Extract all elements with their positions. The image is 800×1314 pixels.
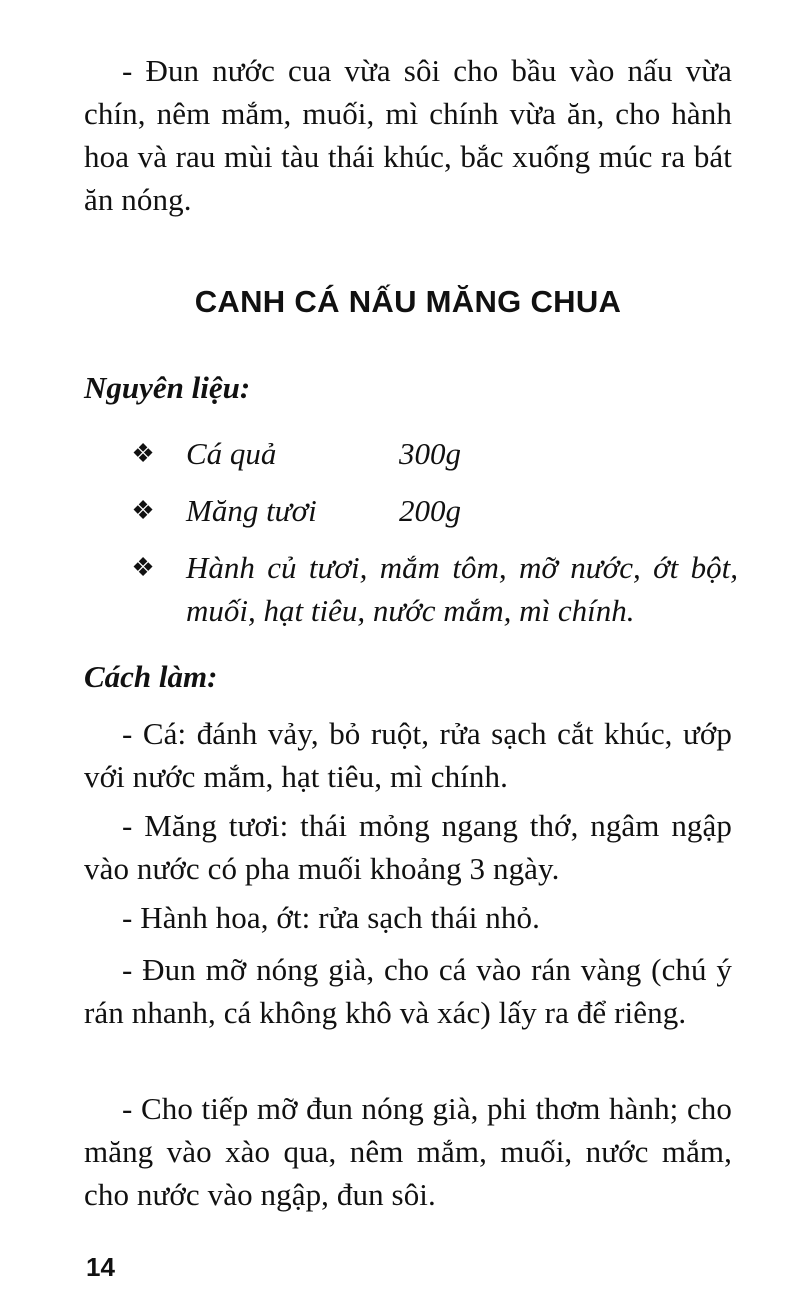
ingredients-label: Nguyên liệu: bbox=[84, 370, 251, 405]
method-step: - Hành hoa, ớt: rửa sạch thái nhỏ. bbox=[122, 900, 540, 935]
method-step: - Cá: đánh vảy, bỏ ruột, rửa sạch cắt khúc, ướp với nước mắm, hạt tiêu, mì chính. bbox=[84, 716, 732, 794]
ingredient-qty: 200g bbox=[399, 493, 461, 528]
ingredient-item bbox=[128, 489, 738, 532]
ingredient-item bbox=[128, 546, 738, 632]
method-label: Cách làm: bbox=[84, 659, 218, 694]
ingredient-name: Cá quả bbox=[186, 436, 277, 471]
page-number: 14 bbox=[86, 1252, 115, 1282]
intro-paragraph: - Đun nước cua vừa sôi cho bầu vào nấu vừa chín, nêm mắm, muối, mì chính vừa ăn, cho hành hoa và rau mùi tàu thái khúc, bắc xuống múc ra bát ăn nóng. bbox=[84, 53, 732, 217]
diamond-bullet-icon: ❖ bbox=[131, 496, 155, 525]
recipe-title: CANH CÁ NẤU MĂNG CHUA bbox=[194, 284, 622, 319]
diamond-bullet-icon: ❖ bbox=[131, 553, 155, 582]
method-step: - Măng tươi: thái mỏng ngang thớ, ngâm ngập vào nước có pha muối khoảng 3 ngày. bbox=[84, 808, 732, 886]
ingredient-text: Hành củ tươi, mắm tôm, mỡ nước, ớt bột, muối, hạt tiêu, nước mắm, mì chính. bbox=[186, 550, 738, 628]
method-step: - Cho tiếp mỡ đun nóng già, phi thơm hành; cho măng vào xào qua, nêm mắm, muối, nước mắm, cho nước vào ngập, đun sôi. bbox=[84, 1091, 732, 1212]
diamond-bullet-icon: ❖ bbox=[131, 439, 155, 468]
ingredients-list bbox=[128, 432, 738, 646]
ingredient-qty: 300g bbox=[399, 436, 461, 471]
ingredient-item bbox=[128, 432, 738, 475]
method-step: - Đun mỡ nóng già, cho cá vào rán vàng (chú ý rán nhanh, cá không khô và xác) lấy ra để riêng. bbox=[84, 952, 732, 1030]
ingredient-name: Măng tươi bbox=[186, 493, 317, 528]
